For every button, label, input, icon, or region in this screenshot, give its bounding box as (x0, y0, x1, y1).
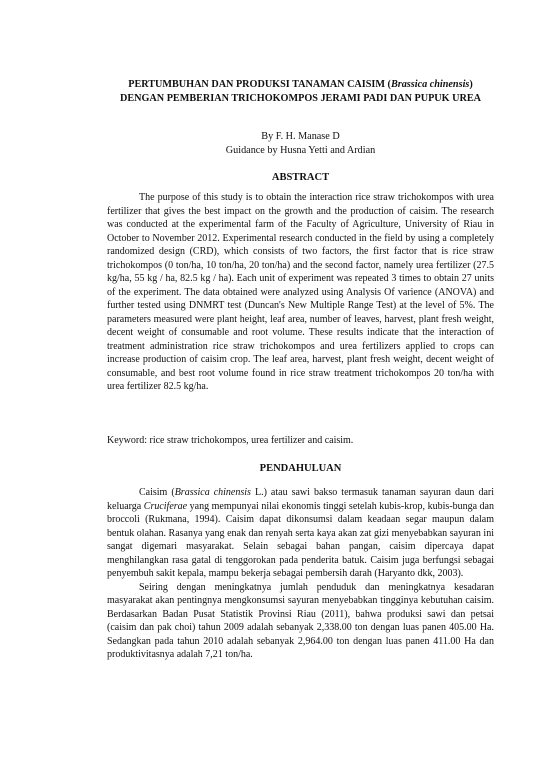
intro-paragraph-2: Seiring dengan meningkatnya jumlah penduduk dan meningkatnya kesadaran masyarakat akan pentingnya mengkonsumsi sayuran menyebabkan tingginya kebutuhan caisim. Berdasarkan Badan Pusat Statistik Provinsi Riau (2011), bahwa produksi sawi dan petsai (caisim dan pak choi) tahun 2009 adalah sebanyak 2,338.00 ton dengan luas panen 405.00 Ha. Sedangkan pada tahun 2010 adalah sebanyak 2,964.00 ton dengan luas panen 411.00 Ha dan produktivitasnya adalah 7,21 ton/ha. (107, 581, 494, 660)
byline (107, 130, 494, 158)
intro-paragraph-1 (107, 486, 494, 581)
section-heading-pendahuluan: PENDAHULUAN (259, 463, 342, 474)
keyword-line: Keyword: rice straw trichokompos, urea fertilizer and caisim. (107, 435, 354, 446)
paper-title (107, 78, 494, 106)
author-line: By F. H. Manase D (261, 131, 340, 142)
para1-b: L.) atau sawi bakso termasuk tanaman sayuran daun dari keluarga (107, 487, 494, 512)
abstract-heading: ABSTRACT (271, 172, 330, 183)
introduction-section (107, 486, 494, 662)
title-species: Brassica chinensis (390, 79, 470, 90)
para1-a: Caisim ( (139, 487, 175, 498)
para1-c: yang mempunyai nilai ekonomis tinggi setelah kubis-krop, kubis-bunga dan broccoli (Rukmana, 1994). Caisim dapat dikonsumsi dalam keadaan segar maupun dalam bentuk olahan. Rasanya yang enak dan renyah serta kaya akan zat gizi menyebabkan sayuran ini sangat digemari masyarakat. Selain sebagai bahan pangan, caisim dipercaya dapat menghilangkan rasa gatal di tenggorokan pada penderita batuk. Caisim juga berfungsi sebagai penyembuh sakit kepala, mampu bekerja sebagai pembersih darah (Haryanto dkk, 2003). (107, 500, 494, 579)
title-part-1: PERTUMBUHAN DAN PRODUKSI TANAMAN CAISIM ( (128, 79, 391, 90)
para1-species: Brassica chinensis (174, 487, 251, 498)
guidance-line: Guidance by Husna Yetti and Ardian (225, 145, 376, 156)
para1-family: Cruciferae (143, 500, 188, 512)
abstract-text: The purpose of this study is to obtain the interaction rice straw trichokompos with urea fertilizer that gives the best impact on the growth and the production of caisim. The research was conducted at the experimental farm of the Faculty of Agriculture, University of Riau in October to November 2012. Experimental research conducted in the field by using a completely randomized design (CRD), which consists of two factors, the first factor that is rice straw trichokompos (0 ton/ha, 10 ton/ha, 20 ton/ha) and the second factor, namely urea fertilizer (27.5 kg/ha, 55 kg / ha, 82.5 kg / ha). Each unit of experiment was repeated 3 times to obtain 27 units of the experiment. The data obtained were analyzed using Analysis Of varience (ANOVA) and further tested using DNMRT test (Duncan's New Multiple Range Test) at the level of 5%. The parameters measured were plant height, leaf area, number of leaves, harvest, plant fresh weight, decent weight of consumable and root volume. These results indicate that the interaction of treatment administration rice straw trichokompos and urea fertilizers applied to crops can increase production of caisim crop. The leaf area, harvest, plant fresh weight, decent weight of consumable, and best root volume found in rice straw treatment trichokompos 20 ton/ha with urea fertilizer 82.5 kg/ha. (107, 192, 494, 392)
title-part-2: ) DENGAN PEMBERIAN TRICHOKOMPOS JERAMI PADI DAN PUPUK UREA (120, 79, 481, 104)
abstract-section (107, 191, 494, 394)
